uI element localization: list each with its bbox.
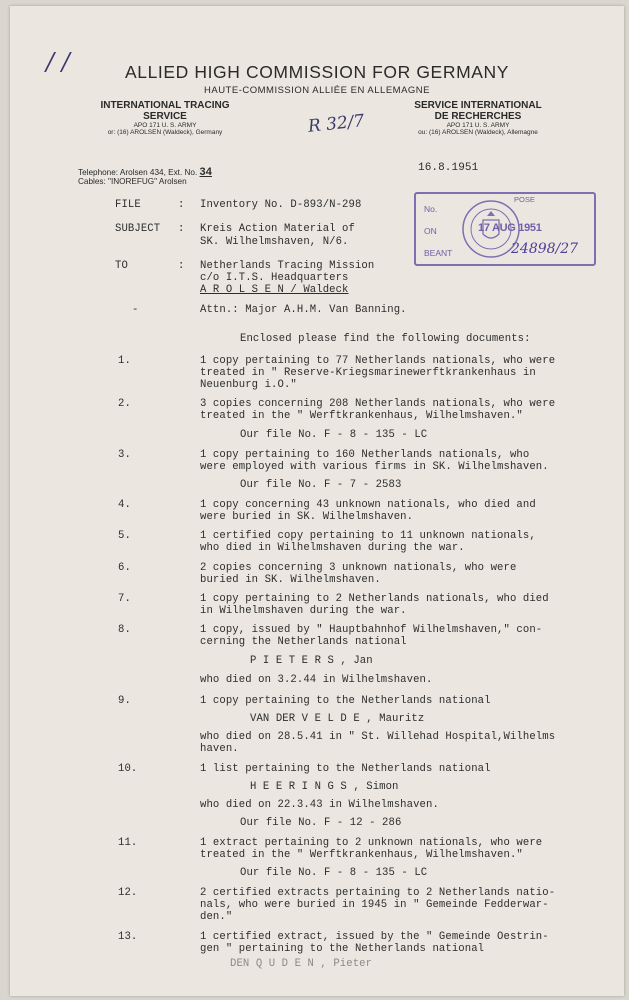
item-line: 2 certified extracts pertaining to 2 Netherlands natio- [200, 887, 556, 899]
to-label: TO [115, 260, 128, 272]
letterhead-left-block [80, 100, 250, 136]
item-number: 5. [118, 530, 131, 542]
item-line: 3 copies concerning 208 Netherlands nationals, who were [200, 398, 556, 410]
item-line: treated in " Reserve-Kriegsmarinewerftkrankenhaus in [200, 367, 536, 379]
person-name: P I E T E R S , Jan [250, 655, 373, 667]
item-number: 4. [118, 499, 131, 511]
item-file-ref: Our file No. F - 8 - 135 - LC [240, 867, 428, 879]
letterhead-title: ALLIED HIGH COMMISSION FOR GERMANY [124, 62, 510, 82]
item-died-line: who died on 28.5.41 in " St. Willehad Hospital,Wilhelms [200, 731, 556, 743]
item-died-line: who died on 3.2.44 in Wilhelmshaven. [200, 674, 433, 686]
ext-number: 34 [199, 166, 212, 178]
body-intro: Enclosed please find the following documents: [240, 333, 531, 345]
left-org-line3: APO 171 U. S. ARMY [133, 122, 197, 129]
letter-date: 16.8.1951 [418, 162, 479, 174]
item-line: 1 copy, issued by " Hauptbahnhof Wilhelmshaven," con- [200, 624, 543, 636]
item-number: 9. [118, 695, 131, 707]
item-died-line: haven. [200, 743, 239, 755]
item-number: 10. [118, 763, 138, 775]
right-org-line4: ou: (16) AROLSEN (Waldeck), Allemagne [418, 129, 538, 136]
item-line: 1 copy pertaining to 2 Netherlands nationals, who died [200, 593, 549, 605]
left-org-line4: or: (16) AROLSEN (Waldeck), Germany [107, 129, 223, 136]
to-colon: : [178, 260, 185, 272]
item-line: gen " pertaining to the Netherlands national [200, 943, 485, 955]
item-number: 3. [118, 449, 131, 461]
stamp-top-text: POSE [514, 195, 535, 204]
item-line: 1 copy pertaining to 77 Netherlands nationals, who were [200, 355, 556, 367]
telephone-label: Telephone: Arolsen 434, Ext. No. [78, 168, 198, 177]
to-line3: A R O L S E N / Waldeck [200, 284, 349, 296]
item-number: 8. [118, 624, 131, 636]
stamp-no-label: No. [424, 204, 438, 214]
item-line: 2 copies concerning 3 unknown nationals, who were [200, 562, 517, 574]
file-label: FILE [115, 199, 141, 211]
item-line: 1 copy pertaining to the Netherlands national [200, 695, 491, 707]
item-number: 11. [118, 837, 138, 849]
item-number: 12. [118, 887, 138, 899]
item-died-line: who died on 22.3.43 in Wilhelmshaven. [200, 799, 439, 811]
handwritten-tick-marks: / / [46, 48, 70, 76]
stamp-number: 24898/27 [511, 241, 579, 257]
left-org-line2: SERVICE [143, 111, 187, 122]
receipt-stamp [414, 192, 596, 266]
item-line: 1 copy pertaining to 160 Netherlands nationals, who [200, 449, 530, 461]
to-line1: Netherlands Tracing Mission [200, 260, 375, 272]
letterhead-right-block [388, 100, 568, 136]
person-name: DEN Q U D E N , Pieter [230, 958, 373, 970]
to-line2: c/o I.T.S. Headquarters [200, 272, 349, 284]
item-line: 1 certified copy pertaining to 11 unknown nationals, [200, 530, 536, 542]
item-number: 13. [118, 931, 138, 943]
item-file-ref: Our file No. F - 7 - 2583 [240, 479, 402, 491]
item-line: cerning the Netherlands national [200, 636, 407, 648]
item-line: treated in the " Werftkrankenhaus, Wilhelmshaven." [200, 849, 523, 861]
right-org-line2: DE RECHERCHES [434, 111, 522, 122]
subject-line1: Kreis Action Material of [200, 223, 355, 235]
person-name: VAN DER V E L D E , Mauritz [250, 713, 425, 725]
document-page [10, 6, 624, 996]
file-value: Inventory No. D-893/N-298 [200, 199, 362, 211]
item-line: treated in the " Werftkrankenhaus, Wilhelmshaven." [200, 410, 523, 422]
subject-label: SUBJECT [115, 223, 161, 235]
item-number: 7. [118, 593, 131, 605]
item-line: nals, who were buried in 1945 in " Gemeinde Fedderwar- [200, 899, 549, 911]
item-line: buried in SK. Wilhelmshaven. [200, 574, 381, 586]
handwritten-reference: R 32/7 [307, 111, 366, 137]
subject-colon: : [178, 223, 185, 235]
item-file-ref: Our file No. F - 8 - 135 - LC [240, 429, 428, 441]
item-line: in Wilhelmshaven during the war. [200, 605, 407, 617]
item-line: den." [200, 911, 233, 923]
stamp-beant-label: BEANT [424, 248, 453, 258]
item-number: 2. [118, 398, 131, 410]
item-line: 1 copy concerning 43 unknown nationals, who died and [200, 499, 536, 511]
item-file-ref: Our file No. F - 12 - 286 [240, 817, 402, 829]
file-colon: : [178, 199, 185, 211]
right-org-line3: APO 171 U. S. ARMY [446, 122, 510, 129]
item-line: who died in Wilhelmshaven during the war. [200, 542, 465, 554]
left-org-line1: INTERNATIONAL TRACING [100, 100, 230, 111]
item-line: Neuenburg i.O." [200, 379, 297, 391]
subject-line2: SK. Wilhelmshaven, N/6. [200, 236, 349, 248]
item-line: were buried in SK. Wilhelmshaven. [200, 511, 414, 523]
cables-line: Cables: "INOREFUG" Arolsen [78, 177, 187, 186]
person-name: H E E R I N G S , Simon [250, 781, 399, 793]
right-org-line1: SERVICE INTERNATIONAL [414, 100, 542, 111]
item-line: were employed with various firms in SK. Wilhelmshaven. [200, 461, 549, 473]
item-number: 6. [118, 562, 131, 574]
item-line: 1 certified extract, issued by the " Gemeinde Oestrin- [200, 931, 549, 943]
attn-line: Attn.: Major A.H.M. Van Banning. [200, 304, 407, 316]
letterhead-subtitle: HAUTE-COMMISSION ALLIÉE EN ALLEMAGNE [204, 85, 430, 96]
stamp-date: 17 AUG 1951 [478, 222, 542, 234]
attn-bullet: - [132, 304, 139, 316]
item-number: 1. [118, 355, 131, 367]
item-line: 1 list pertaining to the Netherlands national [200, 763, 491, 775]
stamp-on-label: ON [424, 226, 437, 236]
item-line: 1 extract pertaining to 2 unknown nationals, who were [200, 837, 543, 849]
